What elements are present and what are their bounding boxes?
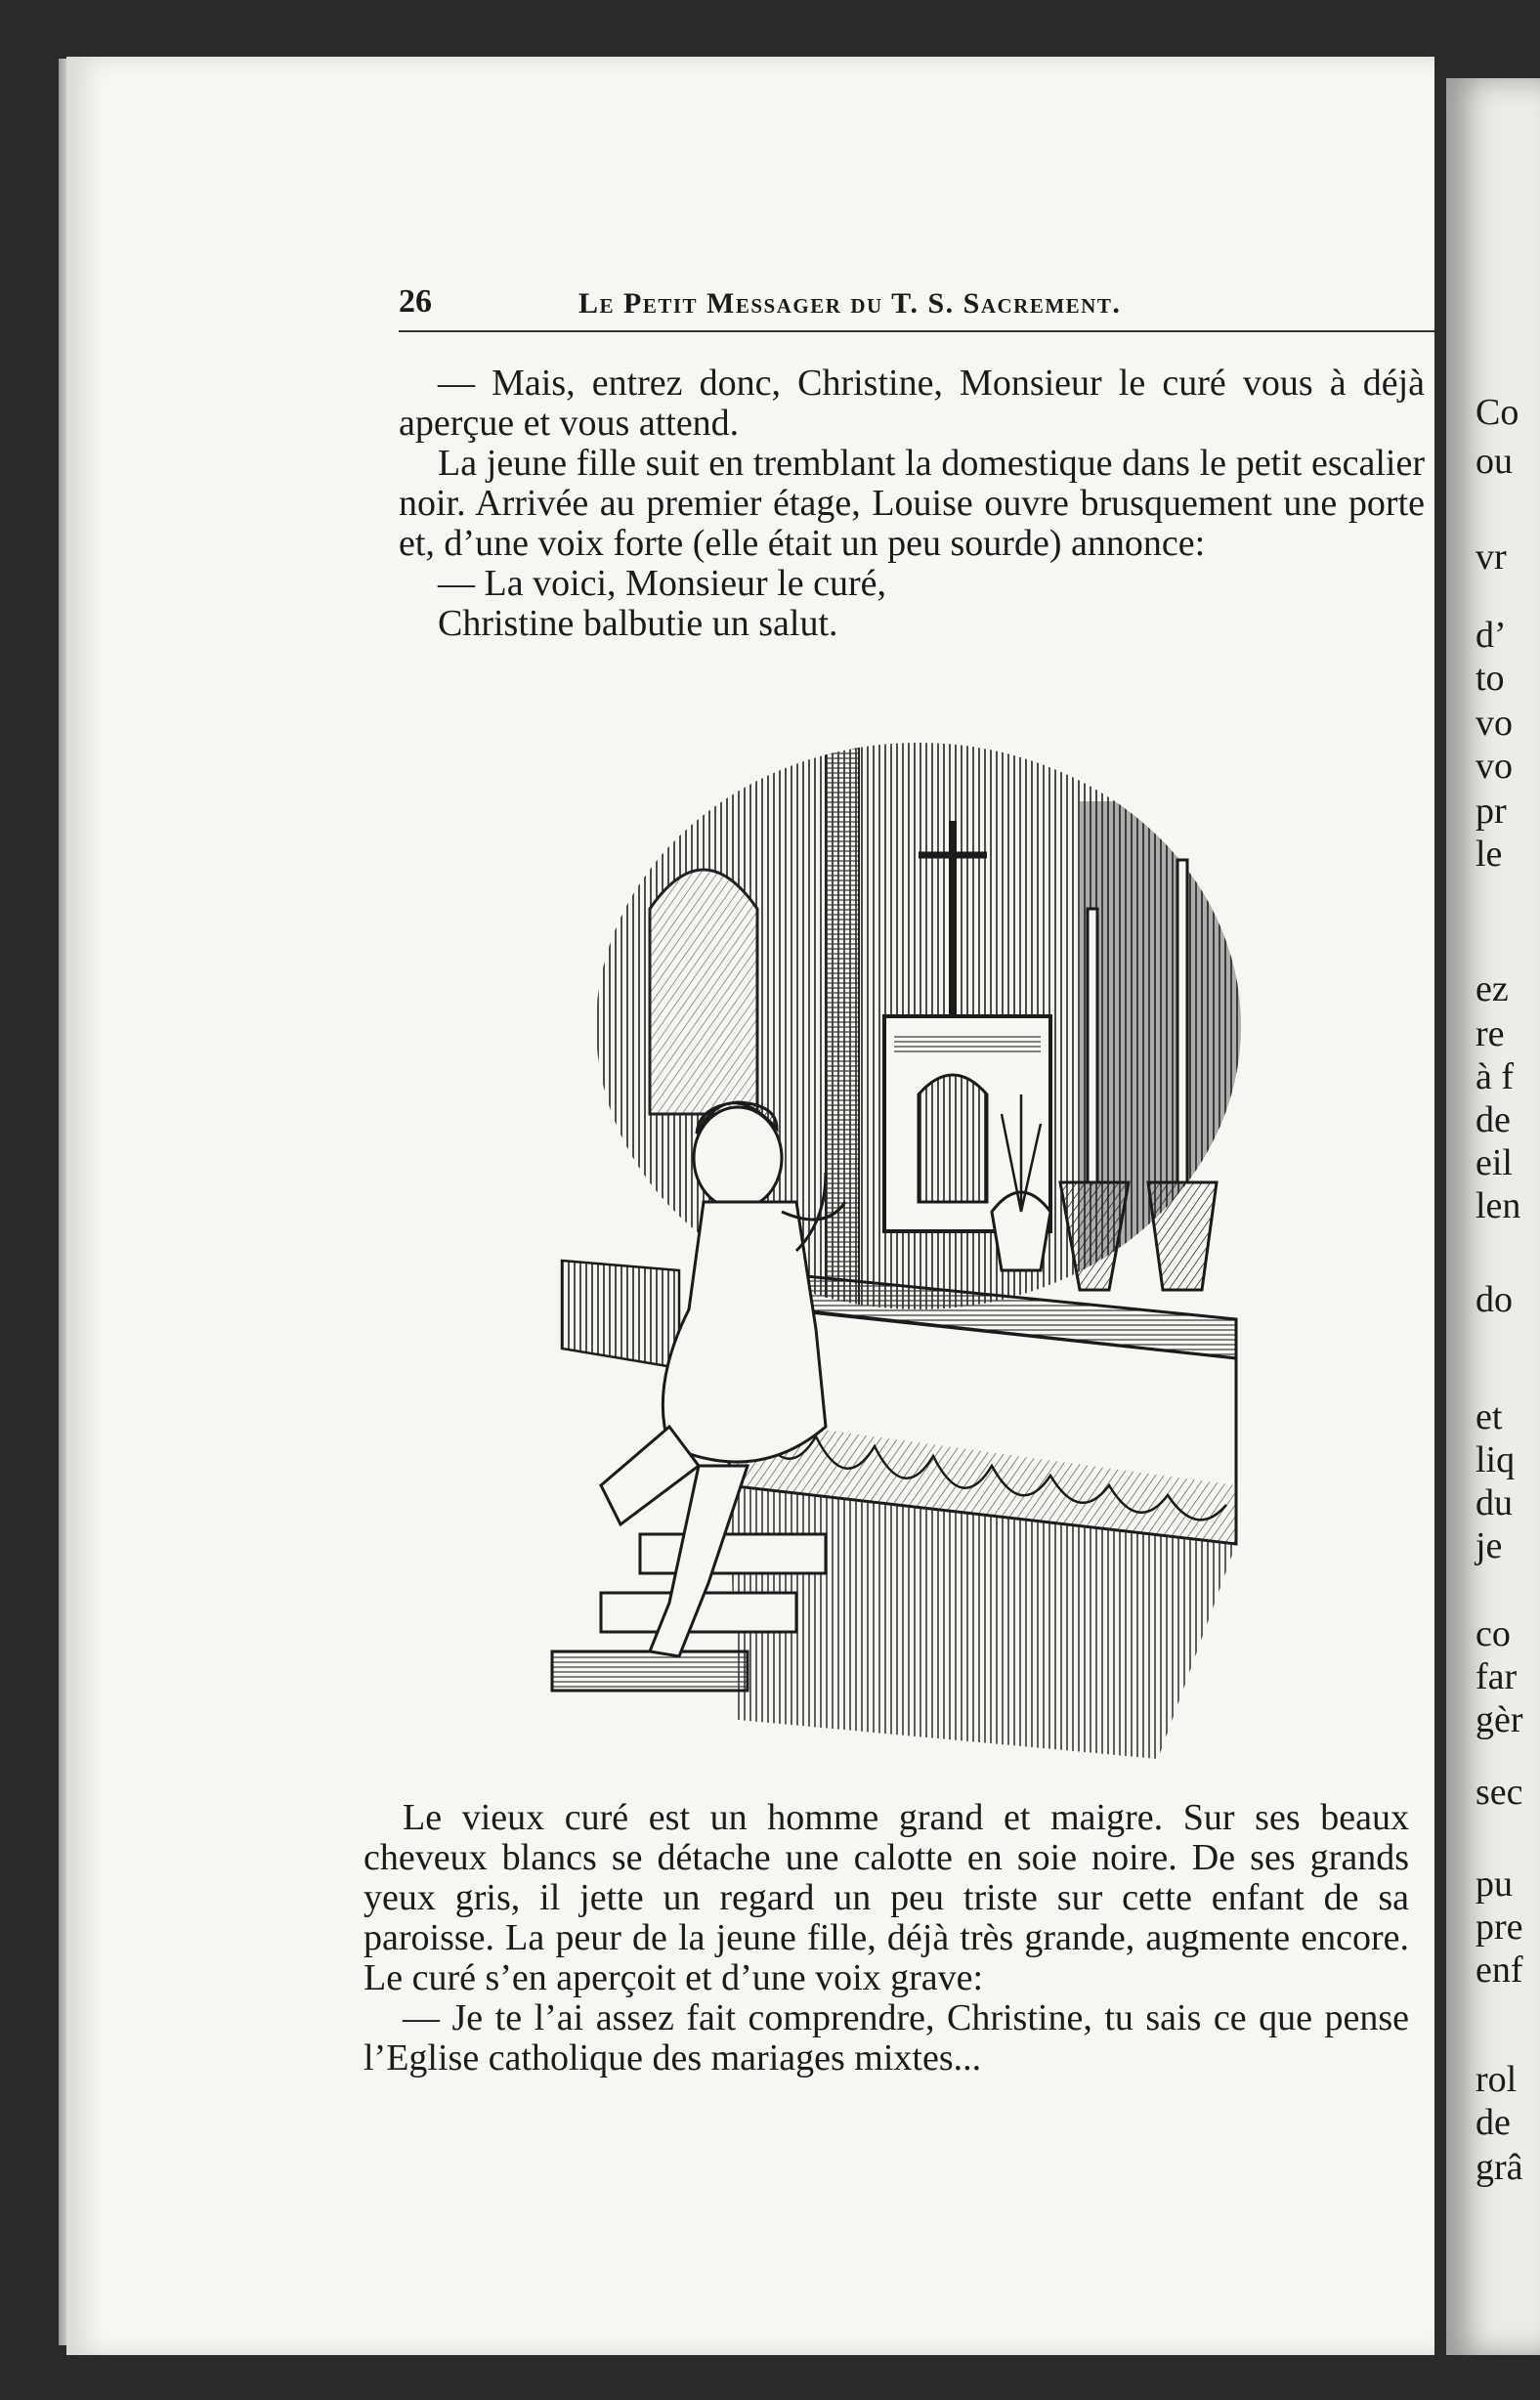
next-page-text-fragment: de — [1476, 1099, 1511, 1140]
header-rule — [399, 330, 1434, 332]
next-page-text-fragment: vo — [1476, 746, 1513, 787]
next-page-text-fragment: je — [1476, 1525, 1503, 1566]
next-page-text-fragment: gèr — [1476, 1699, 1523, 1740]
next-page-text-fragment: Co — [1476, 392, 1519, 433]
next-page-text-fragment: grâ — [1476, 2147, 1523, 2188]
next-page-text-fragment: ez — [1476, 968, 1509, 1009]
next-page-text-fragment: far — [1476, 1656, 1518, 1697]
next-page-text-fragment: pu — [1476, 1864, 1513, 1905]
next-page-text-fragment: vr — [1476, 536, 1507, 578]
next-page-text-fragment: vo — [1476, 703, 1513, 744]
body-text-bottom — [364, 1798, 1409, 2079]
next-page-text-fragment: len — [1476, 1185, 1521, 1226]
running-title: Le Petit Messager du T. S. Sacrement. — [578, 287, 1122, 320]
body-text-top — [399, 364, 1425, 644]
paragraph: Le vieux curé est un homme grand et maigre. Sur ses beaux cheveux blancs se détache une calotte en soie noire. De ses grands yeux gris, il jette un regard un peu triste sur cette enfant de sa paroisse. La peur de la jeune fille, déjà très grande, augmente encore. Le curé s’en aperçoit et d’une voix grave: — [364, 1797, 1409, 1998]
next-page-text-fragment: co — [1476, 1613, 1511, 1654]
next-page-text-fragment: do — [1476, 1279, 1513, 1320]
next-page-text-fragment: du — [1476, 1482, 1513, 1523]
paragraph: Christine balbutie un salut. — [438, 603, 838, 644]
next-page-text-fragment: pr — [1476, 791, 1507, 832]
page-number: 26 — [399, 283, 432, 320]
paragraph: — Mais, entrez donc, Christine, Monsieur le curé vous à déjà aperçue et vous attend. — [399, 363, 1425, 444]
next-page-text-fragment: à f — [1476, 1056, 1515, 1097]
next-page-text-fragment: de — [1476, 2102, 1511, 2143]
next-page-text-fragment: rol — [1476, 2059, 1518, 2100]
next-page-text-fragment: sec — [1476, 1772, 1523, 1813]
next-page-text-fragment: enf — [1476, 1950, 1523, 1991]
next-page-edge — [1446, 78, 1540, 2355]
next-page-text-fragment: pre — [1476, 1907, 1523, 1948]
next-page-text-fragment: re — [1476, 1013, 1505, 1054]
page-header — [399, 283, 1434, 332]
paragraph: — Je te l’ai assez fait comprendre, Christine, tu sais ce que pense l’Eglise catholique des mariages mixtes... — [364, 1997, 1409, 2079]
next-page-text-fragment: liq — [1476, 1439, 1516, 1480]
engraving-girl-praying-at-altar-icon — [533, 743, 1285, 1779]
next-page-text-fragment: eil — [1476, 1142, 1513, 1183]
next-page-text-fragment: le — [1476, 834, 1503, 875]
next-page-text-fragment: d’ — [1476, 615, 1507, 656]
next-page-text-fragment: to — [1476, 658, 1505, 699]
paragraph: — La voici, Monsieur le curé, — [438, 563, 887, 604]
next-page-text-fragment: et — [1476, 1396, 1503, 1437]
paragraph: La jeune fille suit en tremblant la domestique dans le petit escalier noir. Arrivée au premier étage, Louise ouvre brusquement une porte et, d’une voix forte (elle était un peu sourde) annonce: — [399, 443, 1425, 564]
next-page-text-fragment: ou — [1476, 441, 1513, 482]
